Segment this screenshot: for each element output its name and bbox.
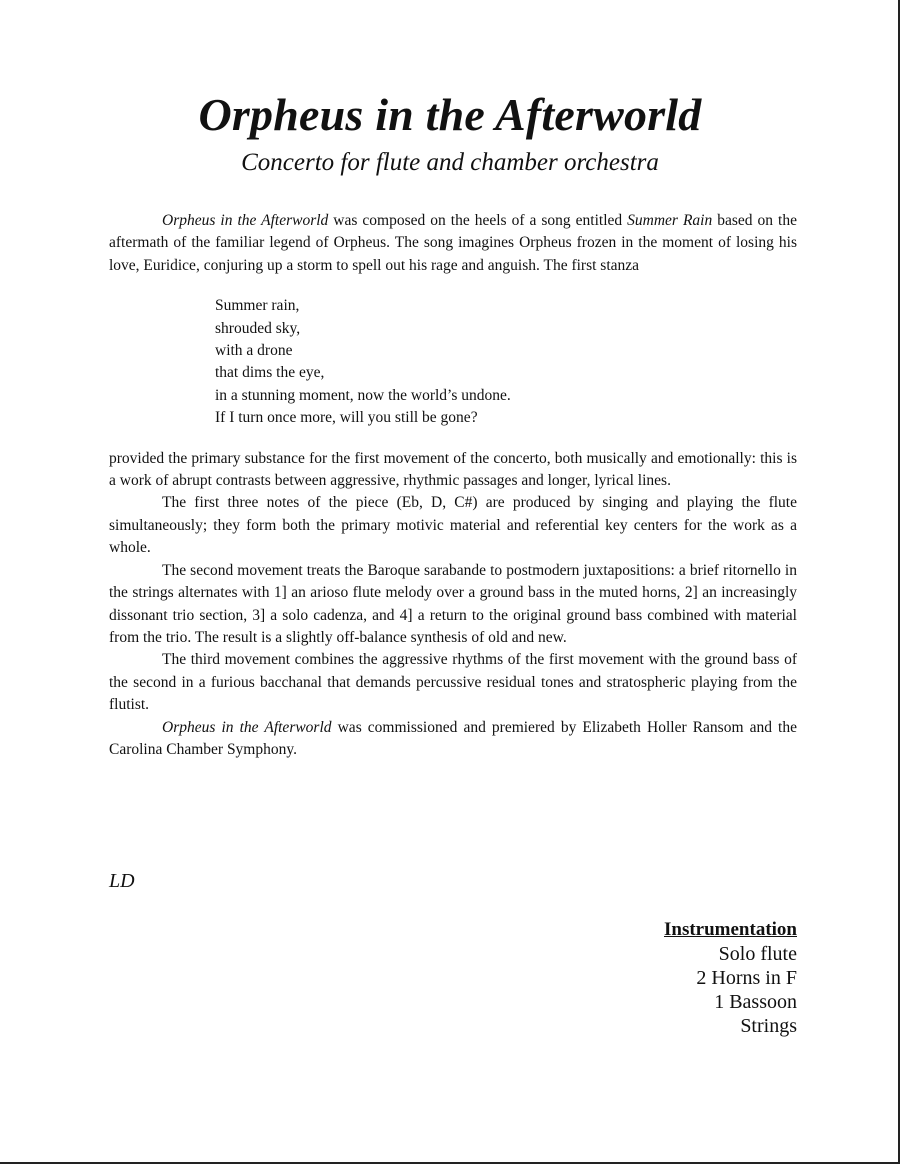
stanza-line: shrouded sky,: [215, 319, 301, 337]
paragraph-first-notes: The first three notes of the piece (Eb, D, C#) are produced by singing and playing the flute simultaneously; they form both the primary motivic material and referential key centers for the work as a whole.: [109, 494, 797, 557]
song-title-inline: Summer Rain: [627, 212, 713, 229]
instrumentation-heading: Instrumentation: [663, 919, 797, 940]
page-subtitle: Concerto for flute and chamber orchestra: [241, 149, 659, 176]
intro-paragraph: [109, 210, 797, 277]
instrument-item: Solo flute: [718, 943, 797, 965]
intro-text-2: based on the aftermath of the familiar legend of Orpheus. The song imagines Orpheus frozen in the moment of losing his love, Euridice, conjuring up a storm to spell out his rage and anguish. The first stanza: [109, 212, 797, 274]
work-title-inline: Orpheus in the Afterworld: [162, 212, 329, 229]
poem-stanza: [215, 295, 797, 429]
instrument-item: 1 Bassoon: [714, 991, 797, 1013]
commission-text: was commissioned and premiered by Elizabeth Holler Ransom and the Carolina Chamber Symphony.: [109, 718, 797, 758]
paragraph-commission: [109, 717, 797, 762]
commission-title-inline: Orpheus in the Afterworld: [162, 718, 332, 736]
instrument-item: 2 Horns in F: [696, 967, 797, 989]
stanza-line: If I turn once more, will you still be gone?: [215, 409, 478, 427]
stanza-line: in a stunning moment, now the world’s undone.: [215, 386, 511, 404]
stanza-line: Summer rain,: [215, 297, 300, 315]
paragraph-after-stanza: provided the primary substance for the first movement of the concerto, both musically and emotionally: this is a work of abrupt contrasts between aggressive, rhythmic passages and longer, lyrical lines.: [109, 449, 797, 490]
instrument-item: Strings: [740, 1015, 797, 1037]
program-note: [109, 210, 797, 761]
paragraph-second-movement: The second movement treats the Baroque sarabande to postmodern juxtapositions: a brief ritornello in the strings alternates with 1] an arioso flute melody over a ground bass in the muted horns, 2] an increasingly dissonant trio section, 3] a solo cadenza, and 4] a return to the original ground bass combined with material from the trio. The result is a slightly off-balance synthesis of old and new.: [109, 561, 797, 646]
author-initials: LD: [109, 870, 135, 892]
instrumentation-list: [664, 918, 797, 1038]
page-title: Orpheus in the Afterworld: [198, 89, 702, 140]
paragraph-third-movement: The third movement combines the aggressive rhythms of the first movement with the ground bass of the second in a furious bacchanal that demands percussive residual tones and stratospheric playing from the flutist.: [109, 651, 797, 714]
stanza-line: with a drone: [215, 342, 293, 360]
intro-text-1: was composed on the heels of a song entitled: [328, 212, 628, 229]
stanza-line: that dims the eye,: [215, 364, 325, 382]
